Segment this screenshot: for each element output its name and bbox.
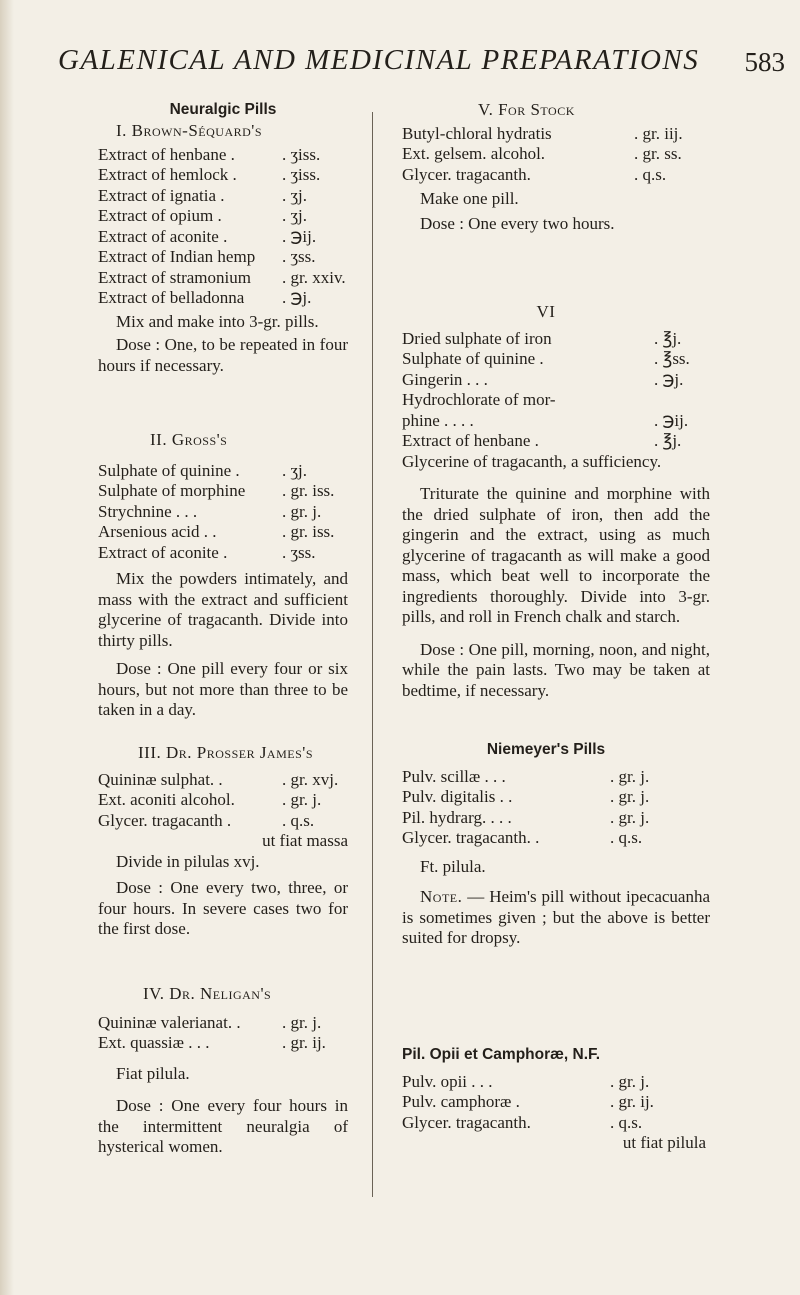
ingredient-row — [98, 543, 348, 564]
ingredient-row — [402, 165, 710, 186]
dose-text: Dose : One every two hours. — [420, 213, 615, 233]
ingredient-qty: . ℥j. — [654, 328, 682, 348]
ingredient-row — [98, 770, 348, 791]
ingredient-name: Pil. hydrarg. . . . — [402, 807, 512, 827]
ingredient-qty: . gr. j. — [282, 501, 322, 521]
formula-title: II. Gross's — [150, 430, 228, 449]
ingredient-qty: . gr. ij. — [282, 1033, 326, 1052]
ingredient-row — [98, 502, 348, 523]
running-head-title: GALENICAL AND MEDICINAL PREPARATIONS — [58, 44, 700, 76]
ingredient-name: Extract of aconite . — [98, 542, 228, 562]
ingredient-qty: . gr. j. — [610, 807, 650, 827]
ingredient-row — [98, 522, 348, 543]
ingredient-name: Extract of hemlock . — [98, 165, 237, 184]
dose-text: Dose : One every two, three, or four hours. In severe cases two for the first dose. — [98, 878, 348, 938]
ingredient-name: Extract of stramonium — [98, 267, 251, 287]
ingredient-name: Ext. quassiæ . . . — [98, 1033, 210, 1052]
ingredient-list — [98, 1013, 348, 1054]
ingredient-row — [98, 186, 348, 207]
ingredient-row — [402, 329, 710, 350]
page-number: 583 — [744, 47, 785, 77]
ingredient-row — [402, 808, 710, 829]
ingredient-name: Strychnine . . . — [98, 501, 198, 521]
ft-pilula: Ft. pilula. — [420, 856, 486, 876]
ingredient-name: Pulv. scillæ . . . — [402, 766, 506, 786]
ingredient-list — [402, 124, 710, 186]
ingredient-row — [402, 349, 710, 370]
formula-8 — [402, 1045, 710, 1154]
ingredient-qty: . ʒj. — [282, 185, 308, 205]
formula-title: V. For Stock — [478, 100, 575, 119]
ingredient-qty: . gr. j. — [610, 787, 650, 806]
ingredient-qty: . gr. ij. — [610, 1092, 654, 1111]
ingredient-qty: . gr. iss. — [282, 481, 335, 500]
ingredient-qty: . ʒss. — [282, 542, 316, 562]
dose-text: Dose : One pill, morning, noon, and night, while the pain lasts. Two may be taken at bedtime, if necessary. — [402, 639, 710, 700]
directions: Mix and make into 3-gr. pills. — [116, 311, 319, 331]
ingredient-qty: . gr. j. — [610, 1071, 650, 1091]
ingredient-row — [402, 767, 710, 788]
formula-5 — [402, 100, 710, 234]
ingredient-row — [98, 461, 348, 482]
ingredient-name: Pulv. digitalis . . — [402, 787, 513, 806]
ingredient-name: Quininæ sulphat. . — [98, 769, 223, 789]
ingredient-name: Sulphate of quinine . — [402, 349, 544, 368]
ut-fiat-pilula: ut fiat pilula — [622, 1133, 706, 1152]
ingredient-qty: . ℥ss. — [654, 349, 690, 368]
ingredient-name: Pulv. opii . . . — [402, 1071, 493, 1091]
ingredient-name: Sulphate of morphine — [98, 481, 246, 500]
running-head — [58, 44, 793, 84]
formula-3 — [98, 743, 348, 940]
ingredient-qty: . ℈ij. — [654, 410, 689, 430]
ingredient-name: Dried sulphate of iron — [402, 328, 552, 348]
ingredient-row — [98, 288, 348, 309]
method-text: Triturate the quinine and morphine with the dried sulphate of iron, then add the gingerin and the extract, using as much glycerine of tragacanth as will make a good mass, which beat well to incorporate the ingredients thoroughly. Divide into 3-gr. pills, and roll in French chalk and starch. — [402, 484, 710, 626]
ingredient-qty: . gr. j. — [610, 766, 650, 786]
ingredient-list — [402, 329, 710, 473]
ingredient-name: phine . . . . — [402, 410, 474, 430]
dose-text: Dose : One pill every four or six hours, but not more than three to be taken in a day. — [98, 659, 348, 719]
note-label: Note. — [420, 887, 463, 906]
formula-7 — [402, 740, 710, 949]
ingredient-name: Arsenious acid . . — [98, 522, 217, 541]
ingredient-name: Pulv. camphoræ . — [402, 1092, 520, 1111]
formula-1 — [98, 121, 348, 376]
ingredient-row — [98, 227, 348, 248]
ingredient-qty: . ℈j. — [654, 369, 684, 389]
page-edge-shadow — [0, 0, 14, 1295]
ingredient-row — [402, 787, 710, 808]
ingredient-name: Glycer. tragacanth. — [402, 164, 531, 184]
formula-title: I. Brown-Séquard's — [116, 121, 263, 140]
ingredient-qty: . gr. ss. — [634, 144, 682, 163]
section-title: Neuralgic Pills — [169, 101, 277, 118]
ingredient-qty: . ʒiss. — [282, 165, 321, 184]
ingredient-list — [98, 145, 348, 309]
ingredient-qty: . gr. j. — [282, 1012, 322, 1032]
ingredient-qty: . ℈j. — [282, 288, 312, 307]
ingredient-row — [98, 790, 348, 811]
ingredient-row — [98, 268, 348, 289]
ingredient-qty: . gr. iss. — [282, 522, 335, 541]
ingredient-name: Glycer. tragacanth. — [402, 1112, 531, 1132]
formula-4 — [98, 984, 348, 1158]
ingredient-qty: . q.s. — [610, 1112, 643, 1132]
ingredient-qty: . ʒj. — [282, 206, 308, 225]
ingredient-row — [402, 411, 710, 432]
ingredient-name: Ext. aconiti alcohol. — [98, 790, 235, 809]
ingredient-row — [402, 1113, 710, 1134]
ingredient-name: Butyl-chloral hydratis — [402, 123, 552, 143]
ingredient-list — [402, 1072, 710, 1134]
ingredient-name: Extract of aconite . — [98, 226, 228, 246]
ingredient-name: Glycer. tragacanth. . — [402, 828, 540, 847]
note-text — [402, 887, 710, 949]
ingredient-name: Extract of henbane . — [402, 431, 539, 450]
ingredient-qty: . gr. iij. — [634, 123, 683, 143]
formula-title: VI — [536, 302, 556, 321]
ingredient-qty: . q.s. — [634, 164, 667, 184]
ingredient-qty: . gr. xxiv. — [282, 267, 346, 287]
ingredient-row — [98, 247, 348, 268]
ingredient-qty: . ʒss. — [282, 247, 316, 266]
ingredient-name: Sulphate of quinine . — [98, 460, 240, 480]
formula-title: IV. Dr. Neligan's — [143, 984, 272, 1003]
ingredient-row — [402, 370, 710, 391]
method-text: Mix the powders intimately, and mass with the extract and sufficient glycerine of tragacanth. Divide into thirty pills. — [98, 569, 348, 650]
ingredient-list — [98, 461, 348, 564]
ingredient-row — [98, 1033, 348, 1054]
ingredient-name: Extract of henbane . — [98, 144, 235, 164]
ingredient-name: Extract of Indian hemp — [98, 247, 256, 266]
formula-6 — [402, 302, 710, 701]
ingredient-row — [402, 828, 710, 849]
dose-text: Dose : One every four hours in the intermittent neuralgia of hysterical women. — [98, 1096, 348, 1156]
formula-2 — [98, 430, 348, 721]
ingredient-qty: . q.s. — [282, 810, 315, 830]
ingredient-qty: . gr. j. — [282, 790, 322, 809]
ingredient-list — [402, 767, 710, 849]
ingredient-row — [402, 124, 710, 145]
ingredient-qty: . ℈ij. — [282, 226, 317, 246]
ingredient-qty: . ʒiss. — [282, 144, 321, 164]
directions: Make one pill. — [420, 189, 519, 208]
dose-text: Dose : One, to be repeated in four hours if necessary. — [98, 335, 348, 375]
ingredient-name: Hydrochlorate of mor- — [402, 390, 556, 409]
fiat-pilula: Fiat pilula. — [116, 1063, 190, 1083]
ingredient-name: Gingerin . . . — [402, 369, 488, 389]
ingredient-name: Extract of belladonna — [98, 288, 245, 307]
ingredient-row — [402, 431, 710, 452]
ingredient-name: Glycer. tragacanth . — [98, 810, 232, 830]
ingredient-row — [98, 481, 348, 502]
ut-fiat-massa: ut fiat massa — [262, 831, 348, 850]
divide-text: Divide in pilulas xvj. — [116, 851, 260, 871]
ingredient-row — [98, 811, 348, 832]
formula-title: Niemeyer's Pills — [486, 741, 606, 758]
ingredient-name: Glycerine of tragacanth, a sufficiency. — [402, 451, 662, 471]
note-body: — Heim's pill without ipecacuanha is sometimes given ; but the above is better suited for dropsy. — [402, 887, 711, 947]
ingredient-qty: . gr. xvj. — [282, 769, 339, 789]
ingredient-qty: . ʒj. — [282, 460, 308, 480]
ingredient-name: Ext. gelsem. alcohol. — [402, 144, 546, 163]
ingredient-name: Quininæ valerianat. . — [98, 1012, 241, 1032]
ingredient-row — [98, 145, 348, 166]
column-divider — [372, 112, 373, 1197]
ingredient-qty: . q.s. — [610, 828, 643, 847]
ingredient-row — [98, 165, 348, 186]
ingredient-row — [98, 1013, 348, 1034]
formula-title: Pil. Opii et Camphoræ, N.F. — [402, 1046, 601, 1063]
ingredient-row — [402, 144, 710, 165]
ingredient-row — [98, 206, 348, 227]
ingredient-name: Extract of opium . — [98, 206, 222, 225]
formula-title: III. Dr. Prosser James's — [138, 743, 314, 762]
ingredient-list — [98, 770, 348, 832]
ingredient-row — [402, 1072, 710, 1093]
ingredient-qty: . ℥j. — [654, 431, 682, 450]
ingredient-row — [402, 1092, 710, 1113]
ingredient-name: Extract of ignatia . — [98, 185, 225, 205]
